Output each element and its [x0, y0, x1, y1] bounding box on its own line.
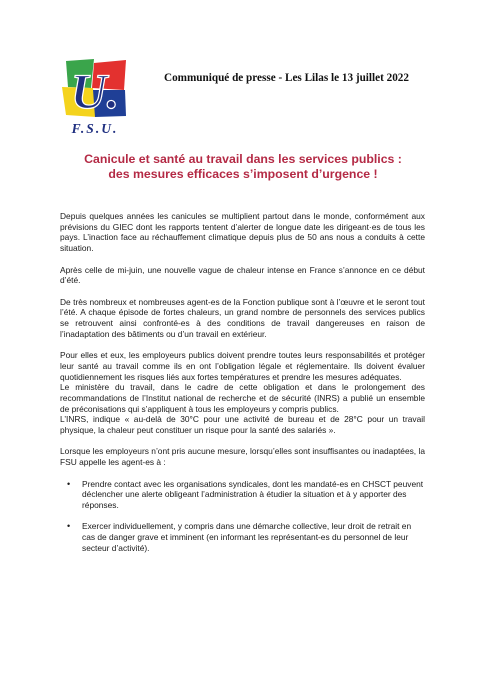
bullet-icon: • [67, 521, 71, 532]
fsu-logo [60, 57, 130, 135]
press-release-line: Communiqué de presse - Les Lilas le 13 juillet 2022 [164, 72, 409, 84]
press-release-body [60, 211, 425, 564]
bullet-icon: • [67, 478, 71, 489]
list-item [60, 521, 425, 553]
list-item-text: Prendre contact avec les organisations syndicales, dont les mandaté-es en CHSCT peuvent déclencher une alerte obligeant l’administration à étudier la situation et à y apporter des réponses. [82, 478, 424, 510]
fsu-logo-graphic [60, 57, 130, 119]
list-item [60, 479, 425, 511]
logo-letter: U. [70, 63, 120, 119]
paragraph-2: Après celle de mi-juin, une nouvelle vague de chaleur intense en France s’annonce en ce début d’été. [60, 264, 425, 286]
paragraph-7: Lorsque les employeurs n’ont pris aucune mesure, lorsqu’elles sont insuffisantes ou inadaptées, la FSU appelle les agent-es à : [60, 446, 425, 468]
paragraph-3: De très nombreux et nombreuses agent-es de la Fonction publique sont à l’œuvre et le seront tout l’été. A chaque épisode de fortes chaleurs, un grand nombre de personnels des services publics se retrouvent ainsi confronté-es à des conditions de travail dangereuses en raison de l’inadaptation des bâtiments ou d’un travail en extérieur. [60, 296, 425, 339]
action-list [60, 479, 425, 554]
headline-line-1: Canicule et santé au travail dans les services publics : [84, 152, 402, 166]
paragraph-6: L’INRS, indique « au-delà de 30°C pour une activité de bureau et de 28°C pour un travail physique, la chaleur peut constituer un risque pour la santé des salariés ». [60, 414, 425, 436]
list-item-text: Exercer individuellement, y compris dans une démarche collective, leur droit de retrait en cas de danger grave et imminent (en informant les représentant-es du personnel de leur secteur d’activité). [82, 521, 412, 553]
headline [60, 152, 426, 182]
paragraph-5: Le ministère du travail, dans le cadre de cette obligation et dans le prolongement des recommandations de l’Institut national de recherche et de sécurité (INRS) a publié un ensemble de préconisations qui s’appliquent à tous les employeurs y compris publics. [60, 382, 425, 414]
logo-caption: F.S.U. [71, 121, 119, 136]
paragraph-4: Pour elles et eux, les employeurs publics doivent prendre toutes leurs responsabilités et protéger leur santé au travail comme ils en ont l’obligation légale et réglementaire. Ils doivent évaluer quotidiennement les risques liés aux fortes températures et prendre les mesures adéquates. [60, 350, 425, 382]
paragraph-1: Depuis quelques années les canicules se multiplient partout dans le monde, conformément aux prévisions du GIEC dont les rapports tentent d’alerter de longue date les dirigeant·es de tous les pays. L’inaction face au réchauffement climatique depuis plus de 50 ans nous a conduits à cette situation. [60, 211, 425, 254]
headline-line-2: des mesures efficaces s’imposent d’urgence ! [108, 167, 378, 181]
